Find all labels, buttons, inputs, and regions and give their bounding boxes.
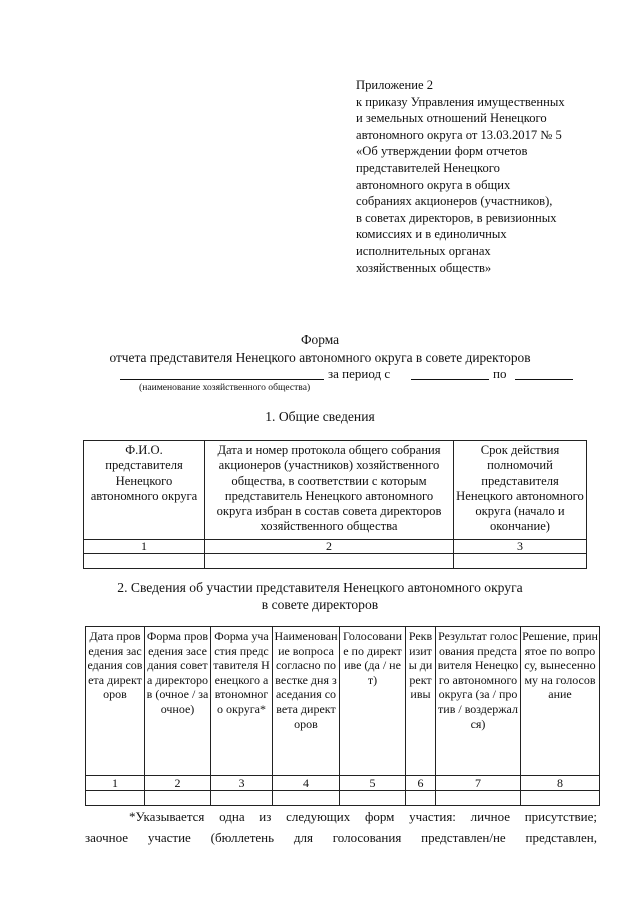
participation-table xyxy=(85,626,600,806)
empty-cell xyxy=(145,791,211,806)
header-cell: Дата и номер протокола общего собрания акционеров (участников) хозяйственного общества, в соответствии с которым представитель Ненецкого автономного округа избран в состав совета директоров хозяйственного общества xyxy=(205,441,454,540)
appendix-line: Приложение 2 xyxy=(356,78,434,92)
header-cell: Ф.И.О. представителя Ненецкого автономного округа xyxy=(84,441,205,540)
empty-cell xyxy=(406,791,436,806)
appendix-line: комиссиях и в единоличных xyxy=(356,227,507,242)
header-cell: Реквизиты директивы xyxy=(406,627,436,776)
column-number: 5 xyxy=(340,776,406,791)
company-name-blank xyxy=(120,379,324,380)
footnote xyxy=(85,806,597,848)
table-header-row xyxy=(86,627,600,776)
appendix-line: и земельных отношений Ненецкого xyxy=(356,111,547,126)
header-cell: Форма участия представителя Ненецкого автономного округа* xyxy=(211,627,273,776)
footnote-line: заочное участие (бюллетень для голосования представлен/не представлен, xyxy=(85,830,597,845)
period-to-blank xyxy=(515,379,573,380)
appendix-line: автономного округа в общих xyxy=(356,177,511,192)
column-number: 7 xyxy=(436,776,521,791)
column-number: 1 xyxy=(84,540,205,554)
empty-cell xyxy=(84,554,205,569)
empty-cell xyxy=(454,554,587,569)
section2-title-line2: в совете директоров xyxy=(261,597,379,612)
header-cell: Дата проведения заседания совета директоров xyxy=(86,627,145,776)
table-header-row xyxy=(84,441,587,540)
empty-cell xyxy=(436,791,521,806)
appendix-line: «Об утверждении форм отчетов xyxy=(356,144,528,159)
empty-cell xyxy=(273,791,340,806)
column-number: 6 xyxy=(406,776,436,791)
appendix-line: к приказу Управления имущественных xyxy=(356,94,565,109)
column-number: 2 xyxy=(145,776,211,791)
section2-title-line1: 2. Сведения об участии представителя Ненецкого автономного округа xyxy=(117,580,523,595)
column-number: 3 xyxy=(211,776,273,791)
header-cell: Форма проведения заседания совета директоров (очное / заочное) xyxy=(145,627,211,776)
header-cell: Срок действия полномочий представителя Ненецкого автономного округа (начало и окончание) xyxy=(454,441,587,540)
form-title: Форма xyxy=(300,332,340,347)
section1-title: 1. Общие сведения xyxy=(265,409,375,424)
column-number: 2 xyxy=(205,540,454,554)
header-cell: Голосование по директиве (да / нет) xyxy=(340,627,406,776)
footnote-line: *Указывается одна из следующих форм участия: личное присутствие; xyxy=(129,809,597,824)
period-from-blank xyxy=(411,379,489,380)
period-to-label: по xyxy=(493,366,507,381)
empty-cell xyxy=(211,791,273,806)
form-subtitle: отчета представителя Ненецкого автономного округа в совете директоров xyxy=(109,350,531,365)
empty-cell xyxy=(521,791,600,806)
empty-cell xyxy=(205,554,454,569)
header-cell: Наименование вопроса согласно повестке дня заседания совета директоров xyxy=(273,627,340,776)
empty-cell xyxy=(86,791,145,806)
appendix-line: представителей Ненецкого xyxy=(356,160,500,175)
empty-cell xyxy=(340,791,406,806)
table-row xyxy=(86,791,600,806)
header-cell: Решение, принятое по вопросу, вынесенному на голосование xyxy=(521,627,600,776)
table-number-row xyxy=(86,776,600,791)
table-number-row xyxy=(84,540,587,554)
column-number: 3 xyxy=(454,540,587,554)
general-info-table xyxy=(83,440,587,569)
column-number: 8 xyxy=(521,776,600,791)
appendix-line: автономного округа от 13.03.2017 № 5 xyxy=(356,127,562,142)
appendix-line: исполнительных органах xyxy=(356,243,491,258)
column-number: 4 xyxy=(273,776,340,791)
column-number: 1 xyxy=(86,776,145,791)
appendix-header xyxy=(356,77,616,276)
table-row xyxy=(84,554,587,569)
period-from-label: за период с xyxy=(328,366,391,381)
appendix-line: собраниях акционеров (участников), xyxy=(356,194,553,209)
appendix-line: хозяйственных обществ» xyxy=(356,260,492,275)
header-cell: Результат голосования представителя Ненецкого автономного округа (за / против / воздержался) xyxy=(436,627,521,776)
appendix-line: в советах директоров, в ревизионных xyxy=(356,210,557,225)
company-name-caption: (наименование хозяйственного общества) xyxy=(139,382,311,393)
